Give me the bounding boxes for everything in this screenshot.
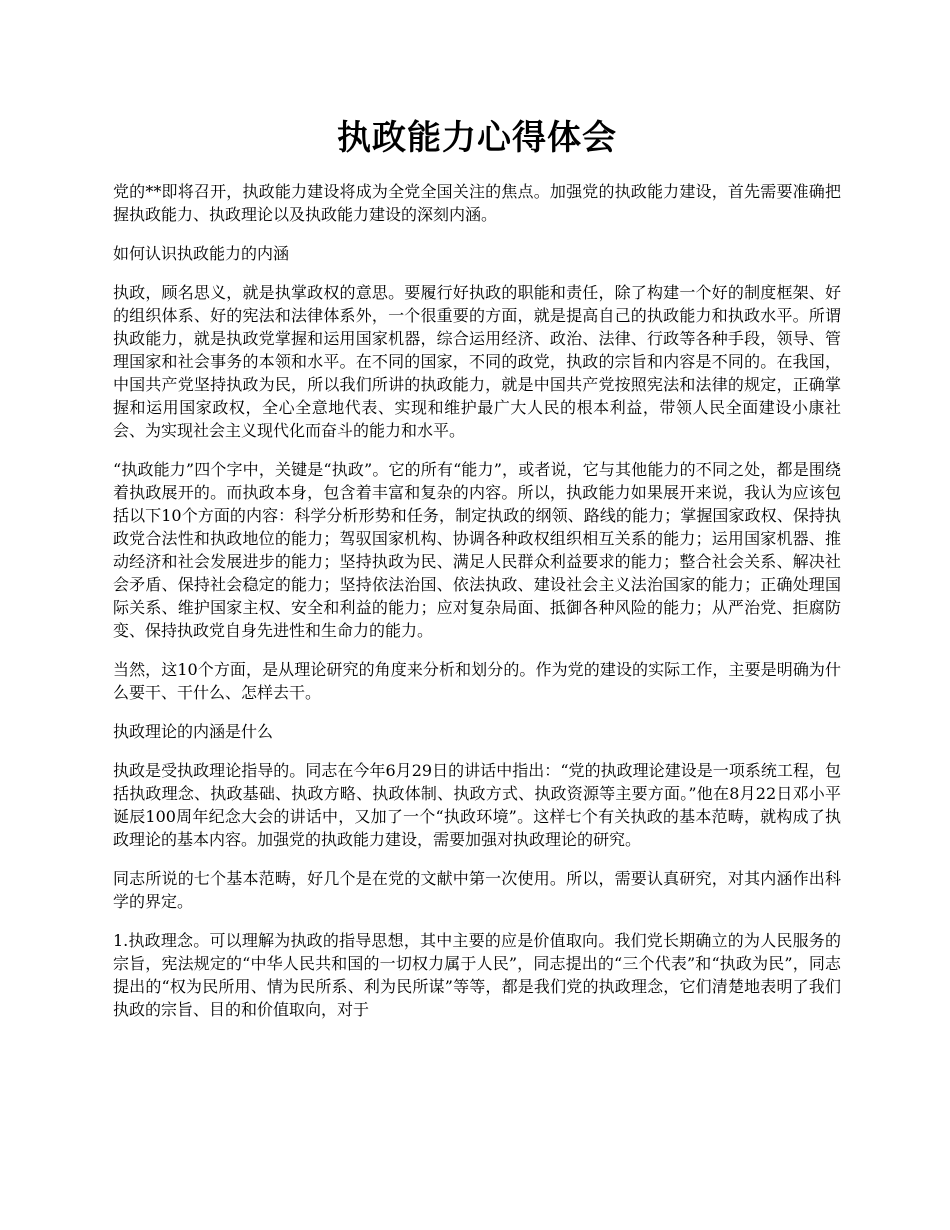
intro-paragraph: 党的**即将召开，执政能力建设将成为全党全国关注的焦点。加强党的执政能力建设，首先需要准确把握执政能力、执政理论以及执政能力建设的深刻内涵。 xyxy=(113,182,841,224)
document-title: 执政能力心得体会 xyxy=(337,118,617,158)
section-heading-execution-theory: 执政理论的内涵是什么 xyxy=(113,722,274,741)
paragraph: 执政是受执政理论指导的。同志在今年6月29日的讲话中指出：“党的执政理论建设是一项系统工程，包括执政理念、执政基础、执政方略、执政体制、执政方式、执政资源等主要方面。”他在8月22日邓小平诞辰100周年纪念大会的讲话中，又加了一个“执政环境”。这样七个有关执政的基本范畴，就构成了执政理论的基本内容。加强党的执政能力建设，需要加强对执政理论的研究。 xyxy=(113,761,841,849)
document-page xyxy=(113,108,841,1037)
paragraph: 1.执政理念。可以理解为执政的指导思想，其中主要的应是价值取向。我们党长期确立的为人民服务的宗旨，宪法规定的“中华人民共和国的一切权力属于人民”，同志提出的“三个代表”和“执政为民”，同志提出的“权为民所用、情为民所系、利为民所谋”等等，都是我们党的执政理念，它们清楚地表明了我们执政的宗旨、目的和价值取向，对于 xyxy=(113,931,841,1019)
paragraph: “执政能力”四个字中，关键是“执政”。它的所有“能力”，或者说，它与其他能力的不同之处，都是围绕着执政展开的。而执政本身，包含着丰富和复杂的内容。所以，执政能力如果展开来说，我认为应该包括以下10个方面的内容：科学分析形势和任务，制定执政的纲领、路线的能力；掌握国家政权、保持执政党合法性和执政地位的能力；驾驭国家机构、协调各种政权组织相互关系的能力；运用国家机器、推动经济和社会发展进步的能力；坚持执政为民、满足人民群众利益要求的能力；整合社会关系、解决社会矛盾、保持社会稳定的能力；坚持依法治国、依法执政、建设社会主义法治国家的能力；正确处理国际关系、维护国家主权、安全和利益的能力；应对复杂局面、抵御各种风险的能力；从严治党、拒腐防变、保持执政党自身先进性和生命力的能力。 xyxy=(113,460,841,640)
section-heading-execution-capability: 如何认识执政能力的内涵 xyxy=(113,244,290,263)
paragraph: 执政，顾名思义，就是执掌政权的意思。要履行好执政的职能和责任，除了构建一个好的制度框架、好的组织体系、好的宪法和法律体系外，一个很重要的方面，就是提高自己的执政能力和执政水平。所谓执政能力，就是执政党掌握和运用国家机器，综合运用经济、政治、法律、行政等各种手段，领导、管理国家和社会事务的本领和水平。在不同的国家，不同的政党，执政的宗旨和内容是不同的。在我国，中国共产党坚持执政为民，所以我们所讲的执政能力，就是中国共产党按照宪法和法律的规定，正确掌握和运用国家政权，全心全意地代表、实现和维护最广大人民的根本利益，带领人民全面建设小康社会、为实现社会主义现代化而奋斗的能力和水平。 xyxy=(113,283,841,440)
paragraph: 同志所说的七个基本范畴，好几个是在党的文献中第一次使用。所以，需要认真研究，对其内涵作出科学的界定。 xyxy=(113,869,841,911)
paragraph: 当然，这10个方面，是从理论研究的角度来分析和划分的。作为党的建设的实际工作，主要是明确为什么要干、干什么、怎样去干。 xyxy=(113,660,841,702)
